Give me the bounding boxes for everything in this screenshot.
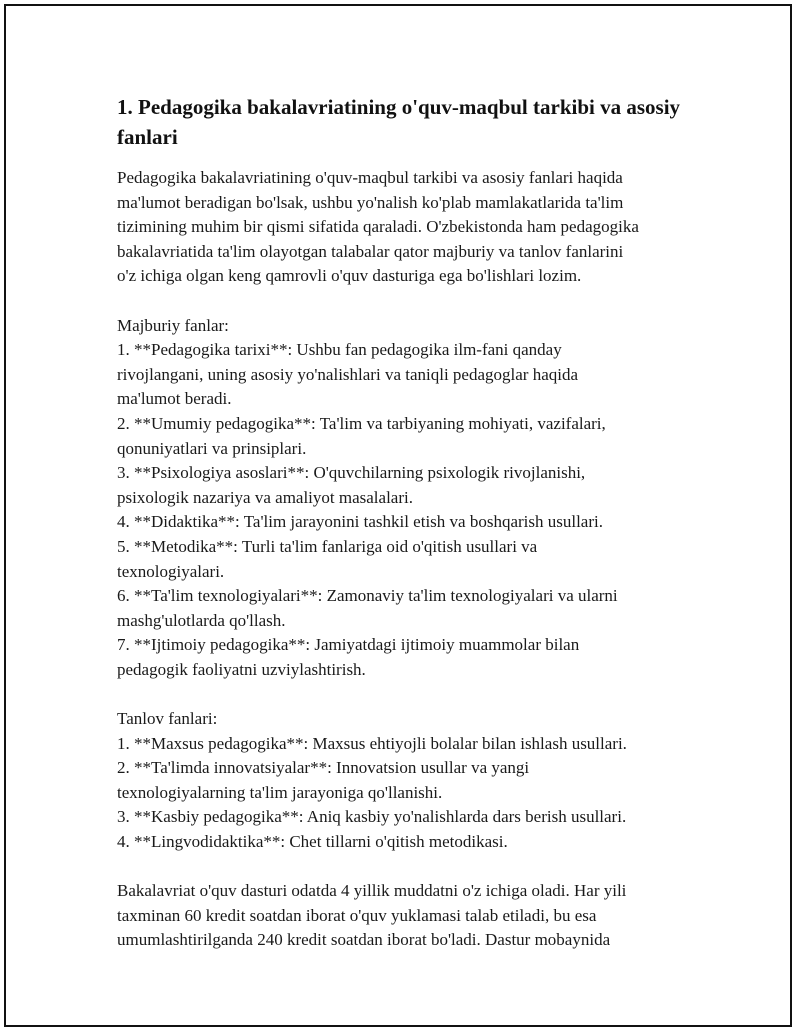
closing-paragraph	[117, 879, 707, 953]
list-item: mashg'ulotlarda qo'llash.	[117, 610, 286, 630]
list-item: 7. **Ijtimoiy pedagogika**: Jamiyatdagi ijtimoiy muammolar bilan	[117, 635, 580, 655]
heading-line: fanlari	[117, 125, 178, 149]
list-item: 1. **Maxsus pedagogika**: Maxsus ehtiyojli bolalar bilan ishlash usullari.	[117, 733, 627, 753]
text-line: ma'lumot beradigan bo'lsak, ushbu yo'nalish ko'plab mamlakatlarida ta'lim	[117, 192, 624, 212]
text-line: umumlashtirilganda 240 kredit soatdan iborat bo'ladi. Dastur mobaynida	[117, 930, 611, 950]
list-item: 2. **Umumiy pedagogika**: Ta'lim va tarbiyaning mohiyati, vazifalari,	[117, 413, 606, 433]
list-item: pedagogik faoliyatni uzviylashtirish.	[117, 659, 366, 679]
list-item: 6. **Ta'lim texnologiyalari**: Zamonaviy ta'lim texnologiyalari va ularni	[117, 586, 618, 606]
paragraph-gap	[117, 682, 707, 707]
heading-line: 1. Pedagogika bakalavriatining o'quv-maqbul tarkibi va asosiy	[117, 95, 681, 119]
list-item: ma'lumot beradi.	[117, 389, 232, 409]
list-item: texnologiyalari.	[117, 561, 225, 581]
mandatory-subjects	[117, 314, 707, 683]
list-item: 1. **Pedagogika tarixi**: Ushbu fan pedagogika ilm-fani qanday	[117, 340, 562, 360]
text-line: Pedagogika bakalavriatining o'quv-maqbul tarkibi va asosiy fanlari haqida	[117, 168, 623, 187]
text-line: taxminan 60 kredit soatdan iborat o'quv yuklamasi talab etiladi, bu esa	[117, 905, 597, 925]
text-line: Bakalavriat o'quv dasturi odatda 4 yillik muddatni o'z ichiga oladi. Har yili	[117, 881, 627, 901]
list-title: Tanlov fanlari:	[117, 709, 218, 729]
list-item: 2. **Ta'limda innovatsiyalar**: Innovatsion usullar va yangi	[117, 758, 530, 778]
list-item: texnologiyalarning ta'lim jarayoniga qo'llanishi.	[117, 782, 443, 802]
list-item: psixologik nazariya va amaliyot masalalari.	[117, 487, 413, 507]
list-item: 4. **Didaktika**: Ta'lim jarayonini tashkil etish va boshqarish usullari.	[117, 512, 603, 532]
list-item: 3. **Kasbiy pedagogika**: Aniq kasbiy yo'nalishlarda dars berish usullari.	[117, 807, 627, 827]
list-item: 4. **Lingvodidaktika**: Chet tillarni o'qitish metodikasi.	[117, 832, 508, 852]
document-content	[117, 92, 707, 953]
elective-subjects	[117, 707, 707, 855]
text-line: bakalavriatida ta'lim olayotgan talabalar qator majburiy va tanlov fanlarini	[117, 241, 624, 261]
section-heading	[117, 92, 707, 152]
list-item: 3. **Psixologiya asoslari**: O'quvchilarning psixologik rivojlanishi,	[117, 463, 586, 483]
list-item: 5. **Metodika**: Turli ta'lim fanlariga oid o'qitish usullari va	[117, 536, 538, 556]
intro-paragraph	[117, 166, 707, 289]
list-title: Majburiy fanlar:	[117, 315, 229, 335]
list-item: rivojlangani, uning asosiy yo'nalishlari va taniqli pedagoglar haqida	[117, 364, 579, 384]
text-line: tizimining muhim bir qismi sifatida qaraladi. O'zbekistonda ham pedagogika	[117, 217, 639, 237]
paragraph-gap	[117, 289, 707, 314]
text-line: o'z ichiga olgan keng qamrovli o'quv dasturiga ega bo'lishlari lozim.	[117, 266, 582, 286]
list-item: qonuniyatlari va prinsiplari.	[117, 438, 307, 458]
paragraph-gap	[117, 855, 707, 880]
